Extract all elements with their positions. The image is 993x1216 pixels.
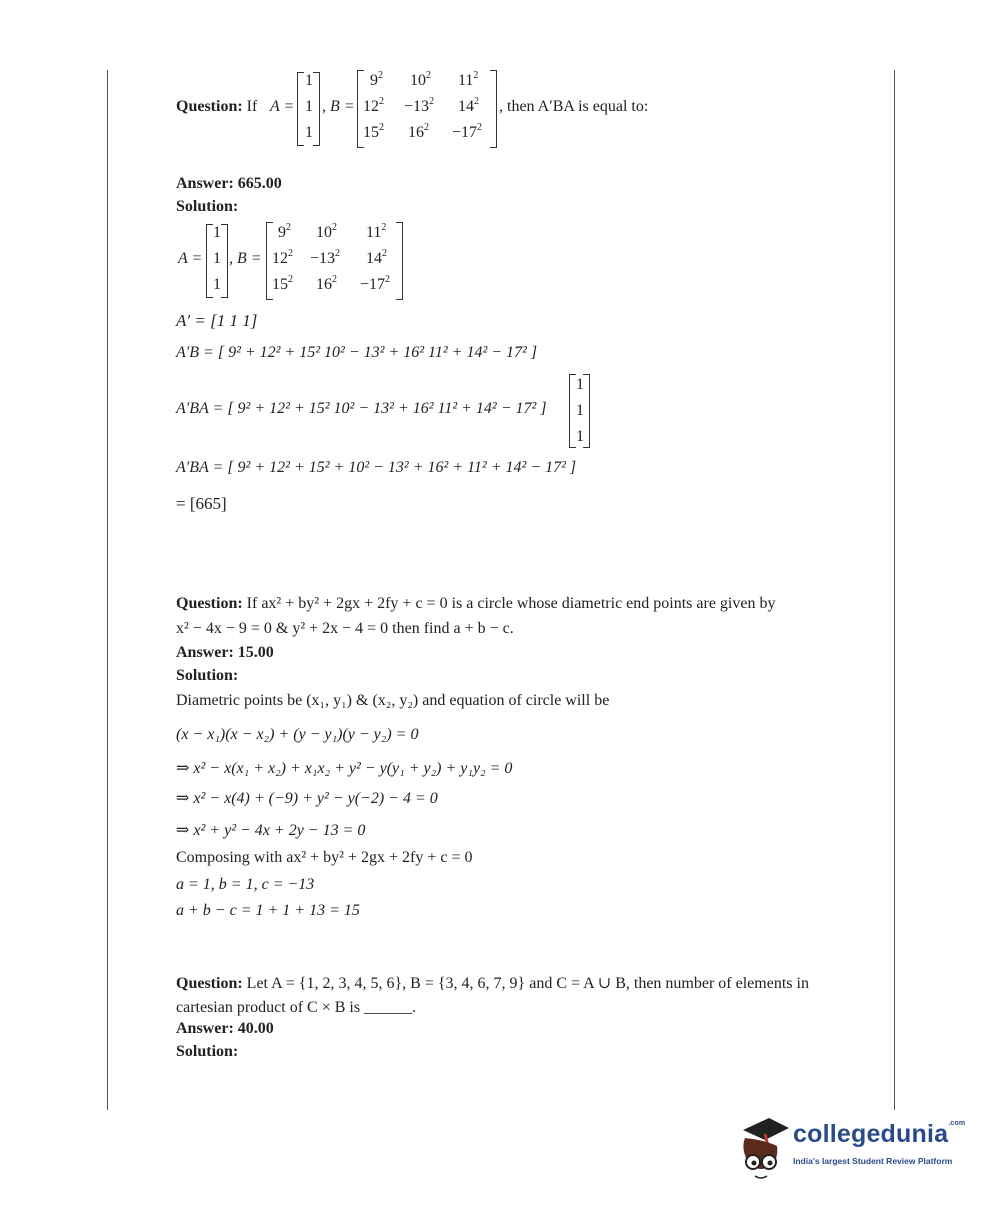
q1-vector-cell: 1 <box>576 428 584 445</box>
q1-sol-matrix-a-cell: 1 <box>213 224 221 241</box>
q1-matrix-a-cell: 1 <box>305 72 313 89</box>
q1-sol-matrix-b-cell: 12 <box>272 250 288 267</box>
q2-solution-line: ⇒ x² − x(x₁ + x₂) + x₁x₂ + y² − y(y₁ + y₂) + y₁y₂ = 0 <box>176 760 513 777</box>
q1-sol-matrix-b-cell: 14 <box>366 250 382 267</box>
logo-wordmark: collegedunia$^{.com}$ <box>793 1120 966 1148</box>
q1-sol-matrix-b-cell: 15 <box>272 276 288 293</box>
student-mascot-icon <box>735 1110 791 1180</box>
q3-question-label: Question: <box>176 975 243 992</box>
q1-sol-matrix-b-cell: 9 <box>278 224 286 241</box>
q1-vector-cell: 1 <box>576 402 584 419</box>
q1-intro: If <box>246 98 258 115</box>
q1-step-atba: A′BA = [ 9² + 12² + 15² 10² − 13² + 16² 11² + 14² − 17² ] <box>176 400 547 417</box>
q2-solution-line: Diametric points be (x₁, y₁) & (x₂, y₂) and equation of circle will be <box>176 692 610 709</box>
q1-matrix-b-cell: 11 <box>458 72 474 89</box>
q2-question-line1 <box>176 595 775 613</box>
q3-text-line2: cartesian product of C × B is ______. <box>176 999 417 1016</box>
q1-matrix-a-name: A = <box>270 98 295 115</box>
q2-solution-line: (x − x₁)(x − x₂) + (y − y₁)(y − y₂) = 0 <box>176 726 419 743</box>
q1-matrix-a-cell: 1 <box>305 124 313 141</box>
q1-step-atb: A′B = [ 9² + 12² + 15² 10² − 13² + 16² 11² + 14² − 17² ] <box>176 344 538 361</box>
q1-matrix-a-cell: 1 <box>305 98 313 115</box>
q1-sol-b-name: , B = <box>229 250 262 267</box>
q2-solution-line: a + b − c = 1 + 1 + 13 = 15 <box>176 902 360 919</box>
q1-sol-matrix-a-cell: 1 <box>213 276 221 293</box>
q3-answer: Answer: 40.00 <box>176 1020 274 1037</box>
q1-sol-matrix-b-cell: 11 <box>366 224 382 241</box>
q1-matrix-b-cell: 12 <box>363 98 379 115</box>
q2-answer: Answer: 15.00 <box>176 644 274 661</box>
q2-solution-line: a = 1, b = 1, c = −13 <box>176 876 315 893</box>
q1-question-label: Question: <box>176 98 243 115</box>
q2-solution-label: Solution: <box>176 667 239 684</box>
q1-matrix-b-cell: 14 <box>458 98 474 115</box>
q1-solution-label: Solution: <box>176 198 239 215</box>
left-margin-rule <box>107 70 108 1110</box>
q1-step-at: A′ = [1 1 1] <box>176 311 258 330</box>
q1-answer: Answer: 665.00 <box>176 175 282 192</box>
q1-tail: , then A′BA is equal to: <box>499 98 649 115</box>
q1-matrix-b-cell: 16 <box>408 124 424 141</box>
q2-text-line2: x² − 4x − 9 = 0 & y² + 2x − 4 = 0 then find a + b − c. <box>176 620 514 637</box>
q1-matrix-b-name: , B = <box>322 98 355 115</box>
right-margin-rule <box>894 70 895 1110</box>
q3-solution-label: Solution: <box>176 1043 239 1060</box>
q1-sol-a-name: A = <box>178 250 203 267</box>
q1-step-result: = [665] <box>176 494 227 513</box>
q2-text-line1: If ax² + by² + 2gx + 2fy + c = 0 is a circle whose diametric end points are given by <box>246 595 776 612</box>
q1-step-atba2: A′BA = [ 9² + 12² + 15² + 10² − 13² + 16² + 11² + 14² − 17² ] <box>176 459 577 476</box>
q1-sol-matrix-b-cell: 10 <box>316 224 332 241</box>
q1-matrix-b-cell: 10 <box>410 72 426 89</box>
q1-matrix-b-cell: −13 <box>404 98 430 115</box>
q1-matrix-b-cell: 15 <box>363 124 379 141</box>
q2-solution-line: ⇒ x² + y² − 4x + 2y − 13 = 0 <box>176 822 366 839</box>
q3-text-line1: Let A = {1, 2, 3, 4, 5, 6}, B = {3, 4, 6, 7, 9} and C = A ∪ B, then number of elements in <box>246 975 809 992</box>
q1-matrix-b-cell: 9 <box>370 72 378 89</box>
q1-vector-cell: 1 <box>576 376 584 393</box>
q2-solution-line: ⇒ x² − x(4) + (−9) + y² − y(−2) − 4 = 0 <box>176 790 438 807</box>
collegedunia-logo <box>735 1110 965 1185</box>
logo-tagline: India's largest Student Review Platform <box>793 1156 953 1166</box>
q1-matrix-b-cell: −17 <box>452 124 478 141</box>
q1-sol-matrix-b-cell: −13 <box>310 250 336 267</box>
q3-question-line1 <box>176 973 809 993</box>
q1-sol-matrix-b-cell: −17 <box>360 276 386 293</box>
q1-sol-matrix-a-cell: 1 <box>213 250 221 267</box>
q1-question-line <box>176 98 257 116</box>
q1-sol-matrix-b-cell: 16 <box>316 276 332 293</box>
q2-question-label: Question: <box>176 595 243 612</box>
q2-solution-line: Composing with ax² + by² + 2gx + 2fy + c = 0 <box>176 849 473 866</box>
